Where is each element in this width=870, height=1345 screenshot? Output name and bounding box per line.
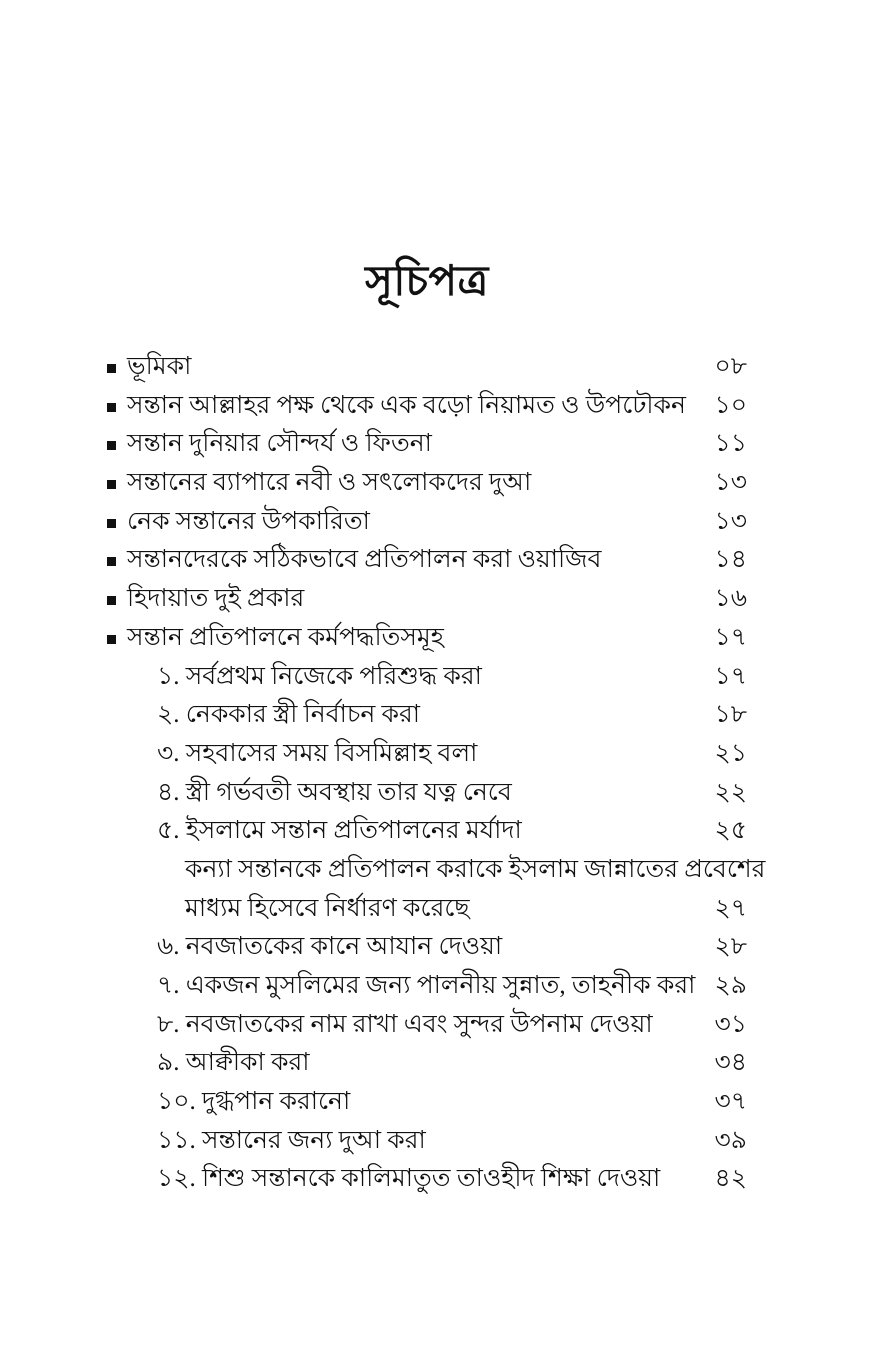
toc-entry-label: হিদায়াত দুই প্রকার (127, 585, 305, 613)
toc-entry-page-number: ১১ (714, 430, 747, 458)
toc-row (107, 619, 747, 658)
toc-entry-label: ২. নেককার স্ত্রী নির্বাচন করা (157, 701, 421, 729)
toc-entry-label: ৭. একজন মুসলিমের জন্য পালনীয় সুন্নাত, তাহনীক করা (157, 972, 696, 999)
toc-entry-page-number: ৩৪ (714, 1049, 747, 1077)
toc-entry-page-number: ২৮ (714, 933, 747, 961)
bullet-square-icon (107, 557, 116, 566)
toc-row (107, 1160, 747, 1199)
toc-list (107, 348, 766, 1199)
toc-row (107, 890, 747, 929)
toc-entry-page-number: ০৮ (714, 353, 747, 380)
toc-row (107, 541, 747, 580)
toc-row (107, 658, 747, 697)
toc-entry-label: সন্তান প্রতিপালনে কর্মপদ্ধতিসমূহ (127, 623, 444, 651)
toc-row (107, 1006, 747, 1045)
toc-entry-page-number: ১৪ (714, 546, 747, 574)
toc-entry-label: মাধ্যম হিসেবে নির্ধারণ করেছে (185, 894, 470, 922)
toc-entry-page-number: ১৩ (714, 469, 747, 497)
toc-entry-page-number: ২৭ (714, 894, 747, 922)
toc-entry-page-number: ১৮ (714, 701, 747, 729)
toc-entry-page-number: ২১ (714, 739, 747, 767)
page-title: সূচিপত্র (365, 259, 489, 305)
bullet-square-icon (107, 441, 116, 450)
toc-entry-page-number: ১৭ (714, 623, 747, 651)
toc-entry-page-number: ১৬ (714, 585, 747, 613)
toc-entry-label: ৫. ইসলামে সন্তান প্রতিপালনের মর্যাদা (157, 817, 522, 845)
toc-row (107, 1044, 747, 1083)
toc-entry-label: ১০. দুগ্ধপান করানো (157, 1088, 351, 1116)
bullet-square-icon (107, 596, 116, 605)
toc-entry-label: সন্তানের ব্যাপারে নবী ও সৎলোকদের দুআ (127, 469, 532, 497)
toc-entry-page-number: ৪২ (714, 1165, 747, 1193)
bullet-square-icon (107, 480, 116, 489)
toc-entry-label: ৪. স্ত্রী গর্ভবতী অবস্থায় তার যত্ন নেবে (157, 778, 512, 806)
toc-entry-page-number: ১৭ (714, 662, 747, 690)
toc-entry-label: সন্তানদেরকে সঠিকভাবে প্রতিপালন করা ওয়াজিব (127, 546, 602, 574)
toc-entry-page-number: ২৯ (714, 972, 747, 999)
toc-row (107, 696, 747, 735)
toc-entry-label: ভূমিকা (127, 353, 192, 380)
toc-entry-label: ৯. আক্বীকা করা (157, 1049, 310, 1077)
toc-entry-page-number: ২২ (714, 778, 747, 806)
toc-row (107, 464, 747, 503)
toc-entry-label: ৮. নবজাতকের নাম রাখা এবং সুন্দর উপনাম দেওয়া (157, 1010, 653, 1038)
toc-row (107, 928, 747, 967)
toc-row (107, 735, 747, 774)
bullet-square-icon (107, 364, 116, 373)
toc-row (107, 1083, 747, 1122)
toc-entry-label: ১. সর্বপ্রথম নিজেকে পরিশুদ্ধ করা (157, 662, 482, 690)
toc-entry-label: ৩. সহবাসের সময় বিসমিল্লাহ বলা (157, 739, 478, 767)
toc-entry-label: নেক সন্তানের উপকারিতা (127, 507, 370, 535)
toc-entry-page-number: ২৫ (714, 817, 747, 845)
toc-row (107, 503, 747, 542)
toc-entry-page-number: ৩১ (714, 1010, 747, 1038)
toc-row (107, 580, 747, 619)
toc-entry-label: সন্তান দুনিয়ার সৌন্দর্য ও ফিতনা (127, 430, 432, 458)
toc-entry-label: কন্যা সন্তানকে প্রতিপালন করাকে ইসলাম জান্নাতের প্রবেশের (185, 855, 766, 883)
toc-row (107, 967, 747, 1006)
toc-row (107, 1122, 747, 1161)
toc-row (107, 774, 747, 813)
toc-entry-page-number: ১০ (714, 391, 747, 419)
toc-row (107, 425, 747, 464)
toc-entry-label: ১২. শিশু সন্তানকে কালিমাতুত তাওহীদ শিক্ষা দেওয়া (157, 1165, 661, 1193)
bullet-square-icon (107, 519, 116, 528)
toc-entry-label: ৬. নবজাতকের কানে আযান দেওয়া (157, 933, 503, 961)
bullet-square-icon (107, 403, 116, 412)
toc-row (107, 851, 766, 890)
toc-entry-label: ১১. সন্তানের জন্য দুআ করা (157, 1126, 426, 1154)
toc-row (107, 812, 747, 851)
toc-entry-label: সন্তান আল্লাহর পক্ষ থেকে এক বড়ো নিয়ামত ও উপঢৌকন (127, 391, 686, 419)
toc-entry-page-number: ৩৯ (714, 1126, 747, 1154)
bullet-square-icon (107, 635, 116, 644)
toc-row (107, 348, 747, 387)
toc-entry-page-number: ৩৭ (714, 1088, 747, 1116)
toc-entry-page-number: ১৩ (714, 507, 747, 535)
toc-row (107, 387, 747, 426)
